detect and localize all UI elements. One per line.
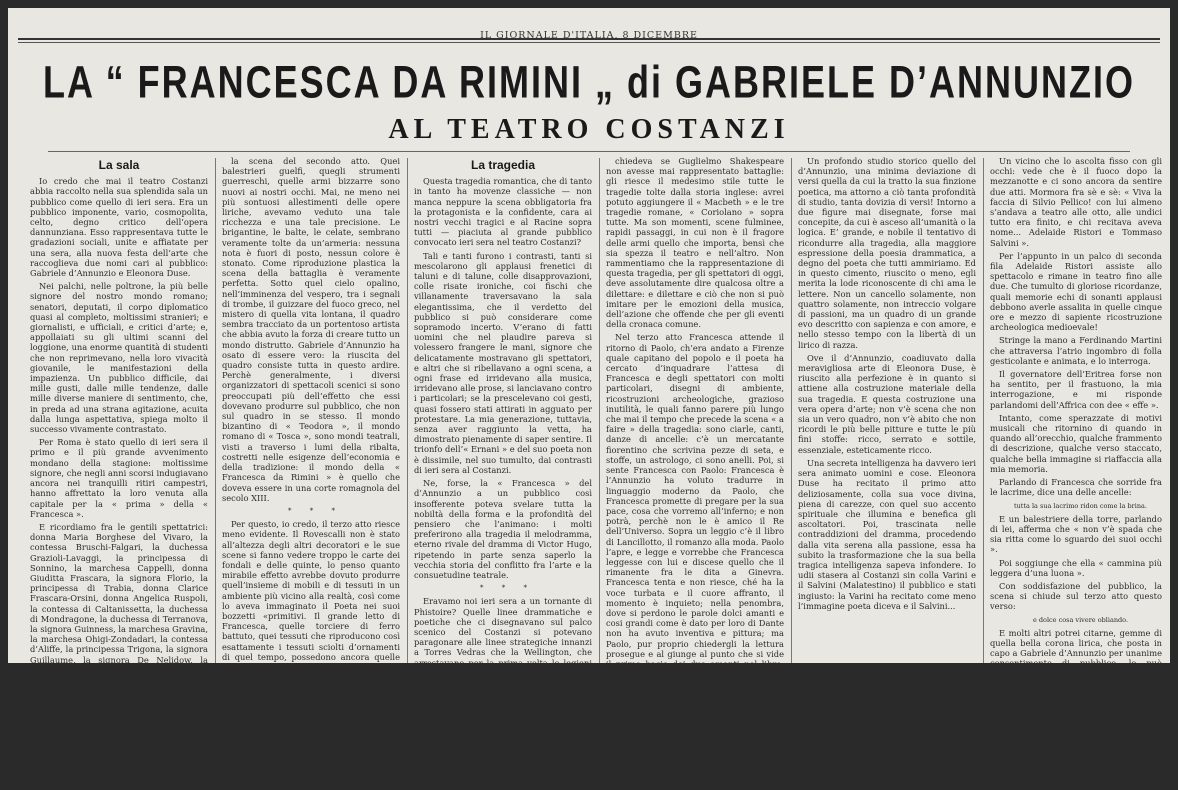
- article-paragraph: Ne, forse, la « Francesca » del d’Annunzio a un pubblico così insofferente poteva svelare tutta la nobiltà della forma e la profondità del pensiero che l’animano: i molti preferirono alla tragedia il melodramma, eterno rivale del dramma di Victor Hugo, ripetendo in parte senza saperlo la vecchia storia del conflitto fra l’arte e la consuetudine teatrale.: [414, 478, 592, 580]
- subheadline: AL TEATRO COSTANZI: [388, 114, 790, 145]
- column-5: [798, 156, 976, 666]
- column-separator: [983, 158, 984, 663]
- section-title-la-tragedia: La tragedia: [470, 158, 536, 172]
- article-paragraph: * * *: [480, 584, 535, 593]
- column-1: [30, 156, 208, 777]
- article-paragraph: Nel terzo atto Francesca attende il ritorno di Paolo, ch’era andato a Firenze quale capitano del popolo e il poeta ha cercato d’inquadrare l’attesa di Francesca e degli spettatori con molti particolari, disegni di ambiente, ricostruzioni archeologiche, grazioso inutilità, le quali fanno parere più lungo che mai il tempo che precede la scena « a faire » della tragedia: sono ciarle, canti, danze di ancelle: c’è un mercatante fiorentino che scrivina pezze di seta, e stoffe, un astrologo, ci sono anelli. Poi, si sente Francesca con Paolo: Francesca è l’Annunzio ha voluto tradurre in linguaggio moderno da Paolo, che Francesca promette di pregare per la sua pace, cosa che vorremo all’inferno; e non potrà, perchè non le è amico il Re dell’Universo. Sopra un leggio c’è il libro di Lancillotto, il romanzo alla moda. Paolo l’apre, e legge e vorrebbe che Francesca leggesse con lui e discese quello che il rimanente fra le dita a Ginevra. Francesca tenta e non riesce, ché ha la voce turbata e il cuore affranto, il momento è inquieto; nella penombra, dove si perdono le parole dolci amanti e cosi grandi come è dato per loro di Dante non ha avuto inventiva e pittura; ma Paolo, pur proprio chiedergli la lettura prosegue e al giunge al punto che si vide il primo bacio dei due amanti nel libro, Paolo bacia Francesca...: [606, 332, 784, 680]
- running-head: IL GIORNALE D'ITALIA, 8 DICEMBRE: [480, 30, 698, 41]
- newspaper-page: [8, 8, 1170, 790]
- article-paragraph: Nei palchi, nelle poltrone, la più belle signore del nostro mondo romano; senatori, deputati, il corpo diplomatico quasi al completo, moltissimi stranieri; e giornalisti, e ufficiali, e critici d’arte; e, appollaiati su gli ultimi scanni del loggione, una enorme quantità di studenti che non reprimevano, nella loro vivacità giovanile, le manifestazioni della impazienza. Un pubblico difficile, dai mille gusti, dalle mille tendenze, dalle mille diverse maniere di sentimento, che, in preda ad una strana agitazione, acuita dalla lunga aspettativa, spiega molto il successo vivamente contrastato.: [30, 281, 208, 435]
- column-separator: [407, 158, 408, 663]
- column-separator: [791, 158, 792, 663]
- article-paragraph: Parlando di Francesca che sorride fra le lacrime, dice una delle ancelle:: [990, 477, 1162, 498]
- article-paragraph: tutta la sua lacrimo ridon come la brina.: [1013, 501, 1147, 510]
- column-6: [990, 156, 1162, 790]
- article-paragraph: Una secreta intelligenza ha davvero ieri sera animato uomini e cose. Eleonora Duse ha recitato il primo atto deliziosamente, colla sua voce divina, piena di carezze, con quel suo accento spirituale che illumina e benefica gli ascoltatori. Poi, trascinata nelle contraddizioni del dramma, procedendo dalla vita serena alla passione, essa ha subito la trasformazione che la sua bella tragica intelligenza sapeva infondere. Io udii stasera al Costanzi sin colla Varini e il Salvini (Malatestino) il pubblico e stati ingiusto: la Varini ha recitato come meno l’immagine poeta diceva e il Salvini...: [798, 457, 976, 611]
- article-paragraph: Io credo che mai il teatro Costanzi abbia raccolto nella sua splendida sala un pubblico come quello di ieri sera. Era un pubblico imponente, vario, cosmopolita, celto, degno critico dell’opera dannunziana. Esso rappresentava tutte le gradazioni sociali, unite e affiatate per una sera, alla nuova festa dell’arte che raccoglieva due nomi cari al pubblico: Gabriele d’Annunzio e Eleonora Duse.: [30, 176, 208, 279]
- column-2: [222, 156, 400, 785]
- article-paragraph: Ove il d’Annunzio, coadiuvato dalla meravigliosa arte di Eleonora Duse, è riuscito alla perfezione è in quanto si attiene alla costruzione materiale della sua tragedia. E questa costruzione una vera opera d’arte; non v’è scena che non sia un vero quadro, non v’è abito che non ricordi le più belle pitture e tutte le più fini stoffe: ricco, serrato e sottile, essenziale, esteticamente ricco.: [798, 352, 976, 455]
- article-paragraph: * * *: [288, 506, 343, 515]
- article-paragraph: Per l’appunto in un palco di seconda fila Adelaide Ristori assiste allo spettacolo e rimane in teatro fino alle due. Che tumulto di gloriose ricordanze, quali memorie echi di sonanti applausi debbono averle assalita in quelle cinque ore e mezzo di sapiente ricostruzione archeologica medioevale!: [990, 250, 1162, 333]
- article-paragraph: E ricordiamo fra le gentili spettatrici: donna Maria Borghese del Vivaro, la contessa Bruschi-Falgari, la duchessa Grazioli-Lavaggi, la principessa di Sonnino, la marchesa Cappelli, donna Giuditta Frascara, la signora Florio, la principessa di Trabia, donna Clarice Frascara-Orsini, donna Angelica Ruspoli, la contessa di Caltanissetta, la duchessa di Mondragone, la duchessa di Terranova, la signora Guinness, la marchesa Gravina, la marchesa Ohigi-Zondadari, la contessa d’Aliffe, la principessa Trigona, la signora Guillaume, la signora De Nelidow, la marchesa Calabrini, la baronessa Fassetti, lady Currie, la signora Fraccari, la marchesa di Bagno, la contessa Pasolini, la contessa Colleoni, la contessa Suardi-Gianforte, la duchessa di Rignano, la contessa Valtornina, la marchesa de La Fenne, madame Le Ghait, la contessa Franchi, la baronessa De Renzis, la baronessa Levi, la signora Maraini, la contessa Giannotti, la marchesa Spinola, donna Adele...: [30, 521, 208, 777]
- article-paragraph: Questa tragedia romantica, che di tanto in tanto ha movenze classiche — non manca neppure la scena obbligatoria fra la protagonista e la confidente, cara ai nostri vecchi tragici e al Racine sopra tutti — piaciuta al grande pubblico convocato ieri sera nel teatro Costanzi?: [414, 176, 592, 248]
- article-paragraph: Un profondo studio storico quello del d’Annunzio, una minima deviazione di versi quella da cui la tratto la sua finzione poetica, ma attorno a ciò tanta profondità di studio, tanta dovizia di versi! Intorno a due figure mai disegnate, forse mai concepite, da cui è asceso all’umanità o la logica. E’ grande, e nobile il tentativo di ricondurre alla tragedia, alla maggiore espressione della poesia drammatica, a degno del poeta che tutti ammiriamo. Ed in questo cimento, riuscito o meno, egli merita la lode riconoscente di chi ama le lettere. Non un cancello solamente, non quattro solamente, non intreccio volgare di passioni, ma un quadro di un grande evo descritto con sapienza e con amore, e nello stesso tempo con la libertà di un lirico di razza.: [798, 156, 976, 350]
- top-rule: [18, 38, 1160, 40]
- column-separator: [599, 158, 600, 663]
- headline: LA “ FRANCESCA DA RIMINI „ di GABRIELE D’ANNUNZIO: [43, 56, 1135, 108]
- article-paragraph: Ma uno vicino le che dopo la mezzanotte, il pubblico si trovava in bipartiti torrenti verso le uscite.: [990, 691, 1162, 723]
- article-paragraph: Poi soggiunge che ella « cammina più leggera d’una luona ».: [990, 557, 1162, 578]
- article-paragraph: Intanto, come sperazzate di motivi musicali che ritornino di quando in quando all’orecchio, qualche frammento di descrizione, qualche verso staccato, qualche bella immagine si riaffaccia alla mia memoria.: [990, 412, 1162, 474]
- section-title-la-sala: La sala: [98, 158, 140, 172]
- article-paragraph: Per Roma è stato quello di ieri sera il primo e il più grande avvenimento mondano della stagione: moltissime signore, che negli anni scorsi indugiavano ancora nei tranquilli ritiri campestri, hanno affrettato la loro venuta alla capitale per la « prima » della « Francesca ».: [30, 437, 208, 519]
- article-paragraph: Eravamo noi ieri sera a un tornante di Phistoire? Quelle linee drammatiche e poetiche che ci disegnavano sul palco scenico del Costanzi si potevano paragonare alle linee strategiche innanzi a Torres Vedras che la Wellington, che arrestavano per la prima volta le legioni vittoriose di Francia, capitanate dal Massena, invece che dal Napoleone? Ad ogni modo è dubbio che le tragedie romantiche, come questa di Gabriele d’Annunzio, ribocca la storia...: [414, 596, 592, 719]
- article-paragraph: Il governatore dell’Eritrea forse non ha sentito, per il frastuono, la mia interrogazione, e mi risponde parlandomi dell’Affrica con dee « effe ».: [990, 369, 1162, 410]
- article-paragraph: e dolce cosa vivere obliando.: [1032, 615, 1129, 624]
- article-paragraph: Stringe la mano a Ferdinando Martini che attraversa l’atrio ingombro di folla gesticolante e animata, e lo interroga.: [990, 335, 1162, 366]
- article-paragraph: Per questo, io credo, il terzo atto riesce meno evidente. Il Rovescalli non è stato all’altezza degli altri decoratori e le sue scene si fanno vedere troppo le carte dei fondali e delle quinte, lo penso quanto mirabile effetto avrebbe dovuto produrre quell’insieme di mobili e di tessuti in un ambiente più vicino alla realtà, così come lo aveva immaginato il Poeta nei suoi bozzetti «primitivi. Il grande letto di Francesca, quelle torciere di ferro battuto, quei tessuti che riproducono così esattamente i tessuti sciolti d’ornamenti di quel tempo, possedono ancora quelle frammento, quei mobili di legno scolpiti, quelle guistare e quegli specchi cesellati, sono troppo reali nell’ambiente di mani per ipporare in una stanza le cui pareti di pietra, così come un tempo bene, e le cui colonnine di marmo hanno una dubbia prospettiva. Quando quegli musici, così leggiadri nelle loro accordature, appaiono sul balconcino, si vede e si sente troppo che questo è di carta e il dissidio fra la verità e la simulazione, fra l’orpello e l’oro si accentua in modo spiacevole...: [222, 519, 400, 785]
- column-3: [414, 156, 592, 719]
- column-separator: [215, 158, 216, 663]
- article-paragraph: la scena del secondo atto. Quei balestrieri guelfi, quegli strumenti guerreschi, quelle armi bizzarre sono nuovi ai nostri occhi. Mai, ne meno nei più sontuosi allestimenti delle opere liriche, avevamo veduto una tale ricchezza e una tale precisione. Le brigantine, le balte, le celate, sembrano veramente tolte da un’armeria: nessuna nota è fuori di posto, nessun colore è stonato. Come riproduzione plastica la scena della battaglia è veramente perfetta. Sotto quel cielo opalino, nell’imminenza del vespero, tra i segnali di trombe, il guizzare del fuoco greco, nel mistero di quella vita lontana, il quadro sembra tracciato da un portentoso artista che abbia avuto la forza di creare tutto un mondo distrutto. Gabriele d’Annunzio ha osato di essere vero: la riuscita del quadro consiste tutta in questo ardire. Perchè generalmente, i diversi organizzatori di spettacoli scenici si sono preoccupati più dell’effetto che essi dovevano produrre sul pubblico, che non sul quadro in se stesso. Il mondo bizantino di « Teodora », il mondo romano di « Tosca », sono mondi teatrali, visti a traverso i lumi della ribalta, costretti nelle esigenze dell’economia e della tradizione: il mondo della « Francesca da Rimini » è quello che doveva essere in una corte romagnola del secolo XIII.: [222, 156, 400, 503]
- article-paragraph: E molti altri potrei citarne, gemme di quella bella corona lirica, che posta in capo a Gabriele d’Annunzio per unanime consentimento di pubblico, lo può compensare ad usura della completa calvizie.: [990, 627, 1162, 689]
- headline-rule: [48, 151, 1130, 152]
- article-paragraph: Colgo a frutto un breve dialogo fra due spettatori di Borsa.: [990, 725, 1162, 746]
- article-paragraph: Un vicino che lo ascolta fisso con gli occhi: vede che è il fuoco dopo la mezzanotte e ci sono ancora da sentire due atti. Mormora fra sè e sè: « Viva la faccia di Silvio Pellico! con lui almeno s’andava a teatro alle otto, alle undici tutto era finito, e chi recitava aveva nome... Adelaide Ristori e Tommaso Salvini ».: [990, 156, 1162, 248]
- article-paragraph: Tali e tanti furono i contrasti, tanti si mescolarono gli applausi frenetici di taluni e di talune, colle disapprovazioni, colle risate ironiche, coi fischi che villanamente traversavano la sala elegantissima, che il verdetto del pubblico si può considerare come sopramodo incerto. V’erano di fatti uomini che nel plaudire pareva si volessero frangere le mani, signore che delicatamente mostravano gli spettatori, e altri che si ribellavano a ogni scena, a ogni frase ed irridevano alla musica, irridevano alle prose, si lanciavano contro i particolari; se la prescelevano coi gesti, quasi fossero stati attirati in agguato per protestare. La mia generazione, tuttavia, senza aver raggiunto la vetta, ha dimostrato pienamente di saper sentire. Il trionfo dell’« Ernani » e del suo poeta non è dissimile, nel suo tumulto, dai contrasti di ieri sera al Costanzi.: [414, 250, 592, 475]
- article-paragraph: Con soddisfazione del pubblico, la scena si chiude sul terzo atto questo verso:: [990, 580, 1162, 612]
- article-paragraph: chiedeva se Guglielmo Shakespeare non avesse mai rappresentato battaglie: gli riesce il medesimo stile tutte le tragedie tolte dalla storia inglese: avrei potuto aggiungere il « Macbeth » e le tre tragedie romane, « Coriolano » sopra tutte. Ma son momenti, scene fulminee, rapidi passaggi, in cui non è il fragore delle armi quello che importa, bensì che sia spezza il teatro e nell’altro. Non rammentiamo che la rappresentazione di questa tragedia, per gli spettatori di oggi, deve assolutamente dire qualcosa oltre a dilettare: e dilettare e ciò che non si può imitare per le emozioni della musica, dell’azione che offende che per gli eventi della cronaca comune.: [606, 156, 784, 330]
- article-paragraph: « Povera Francesca! io lo diceva che non poteva dire bene. Hai sentito quel hattere ch’ella quando ha gridato: « madonna Francesca è allo sposo? »: [990, 748, 1162, 790]
- top-rule-thin: [18, 42, 1160, 43]
- article-paragraph: E un balestriere della torre, parlando di lei, afferma che « non v’è spada che sia ritta come lo sguardo dei suoi occhi ».: [990, 513, 1162, 555]
- column-4: [606, 156, 784, 680]
